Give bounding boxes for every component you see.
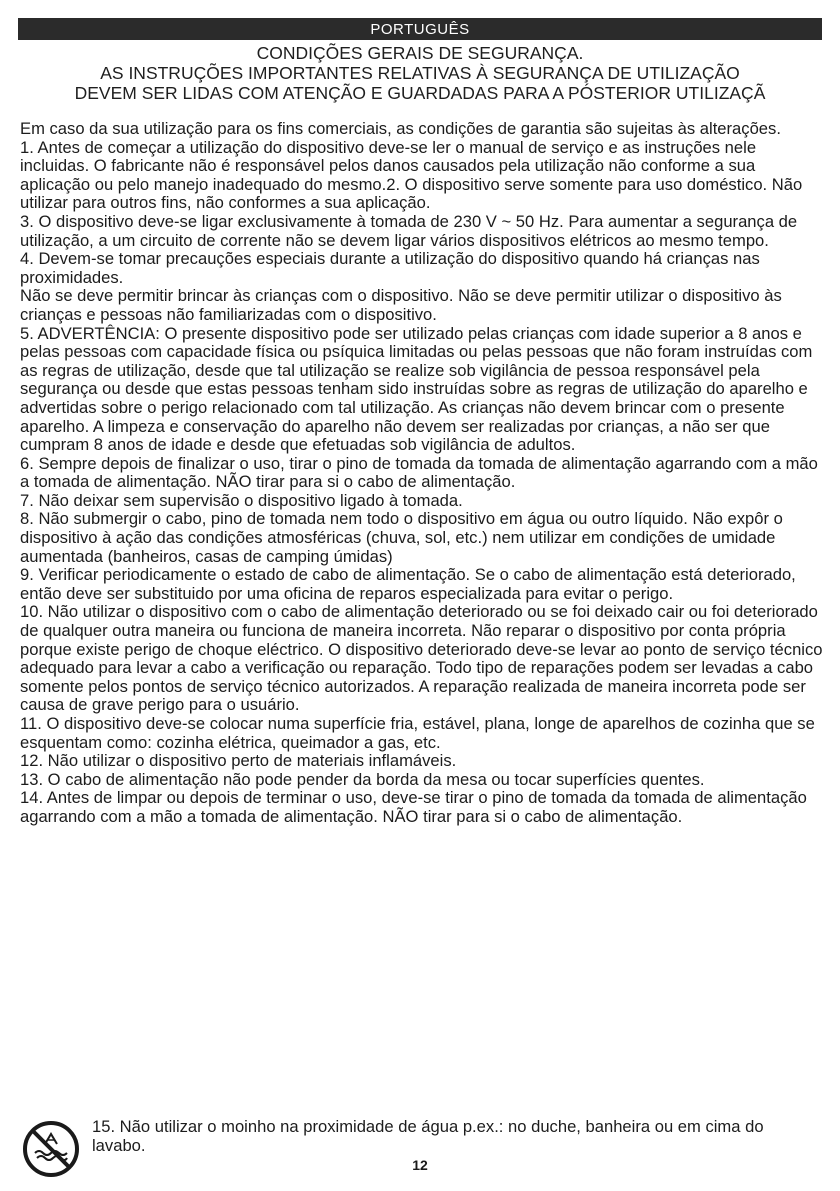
instruction-item-15: 15. Não utilizar o moinho na proximidade de água p.ex.: no duche, banheira ou em cima do lavabo. <box>92 1117 764 1155</box>
instruction-item: 7. Não deixar sem supervisão o dispositivo ligado à tomada. <box>20 490 463 510</box>
heading-line-1: CONDIÇÕES GERAIS DE SEGURANÇA. <box>256 43 584 63</box>
intro-paragraph: Em caso da sua utilização para os fins comerciais, as condições de garantia são sujeitas às alterações. <box>20 119 781 138</box>
language-label: PORTUGUÊS <box>370 20 470 38</box>
instruction-item: 12. Não utilizar o dispositivo perto de materiais inflamáveis. <box>20 751 457 771</box>
safety-headings <box>10 43 830 103</box>
instruction-item: 4. Devem-se tomar precauções especiais durante a utilização do dispositivo quando há crianças nas proximidades. <box>20 249 760 287</box>
heading-line-3: DEVEM SER LIDAS COM ATENÇÃO E GUARDADAS PARA A PÓSTERIOR UTILIZAÇÃ <box>74 83 766 103</box>
instruction-item: 14. Antes de limpar ou depois de terminar o uso, deve-se tirar o pino de tomada da tomada de alimentação agarrando com a mão a tomada de alimentação. NÃO tirar para si o cabo de alimentação. <box>20 788 807 826</box>
instruction-item: 1. Antes de começar a utilização do dispositivo deve-se ler o manual de serviço e as instruções nele incluidas. O fabricante não é responsável pelos danos causados pela utilização não conforme a sua aplicação ou pelo manejo inadequado do mesmo.2. O dispositivo serve somente para uso doméstico. Não utilizar para outros fins, não conformes a sua aplicação. <box>20 137 803 213</box>
heading-line-2: AS INSTRUÇÕES IMPORTANTES RELATIVAS À SEGURANÇA DE UTILIZAÇÃO <box>100 63 740 83</box>
safety-instructions <box>20 120 825 827</box>
page-number: 12 <box>412 1157 428 1173</box>
no-water-icon <box>21 1119 81 1179</box>
language-header-bar <box>18 18 822 40</box>
instruction-item: 6. Sempre depois de finalizar o uso, tirar o pino de tomada da tomada de alimentação agarrando com a mão a tomada de alimentação. NÃO tirar para si o cabo de alimentação. <box>20 453 818 492</box>
instruction-item: 8. Não submergir o cabo, pino de tomada nem todo o dispositivo em água ou outro líquido. Não expôr o dispositivo à ação das condições atmosféricas (chuva, sol, etc.) nem utilizar em condições de umidade aumentada (banheiros, casas de camping úmidas) <box>20 509 783 566</box>
instruction-item: 10. Não utilizar o dispositivo com o cabo de alimentação deteriorado ou se foi deixado cair ou foi deteriorado de qualquer outra maneira ou funciona de maneira incorreta. Não reparar o dispositivo por conta própria porque existe perigo de choque eléctrico. O dispositivo deteriorado deve-se levar ao ponto de serviço técnico adequado para levar a cabo a verificação ou reparação. Todo tipo de reparações podem ser levadas a cabo somente pelos pontos de serviço técnico autorizados. A reparação realizada de maneira incorreta pode ser causa de grave perigo para o usuário. <box>20 602 823 715</box>
instruction-item: 3. O dispositivo deve-se ligar exclusivamente à tomada de 230 V ~ 50 Hz. Para aumentar a segurança de utilização, a um circuito de corrente não se devem ligar vários dispositivos elétricos ao mesmo tempo. <box>20 211 798 250</box>
instruction-item: 9. Verificar periodicamente o estado de cabo de alimentação. Se o cabo de alimentação está deteriorado, então deve ser substituido por uma oficina de reparos especializada para evitar o perigo. <box>20 565 796 603</box>
instruction-item: 5. ADVERTÊNCIA: O presente dispositivo pode ser utilizado pelas crianças com idade superior a 8 anos e pelas pessoas com capacidade física ou psíquica limitadas ou pelas pessoas que não foram instruídas com as regras de utilização, desde que tal utilização se realize sob vigilância de pessoa responsável pela segurança ou desde que estas pessoas tenham sido instruídas sobre as regras de utilização do aparelho e advertidas sobre o perigo relacionado com tal utilização. As crianças não devem brincar com o presente aparelho. A limpeza e conservação do aparelho não devem ser realizadas por crianças, a não ser que cumpram 8 anos de idade e desde que efetuadas sob vigilância de adultos. <box>20 323 813 455</box>
instruction-item: Não se deve permitir brincar às crianças com o dispositivo. Não se deve permitir utilizar o dispositivo às crianças e pessoas não familiarizadas com o dispositivo. <box>20 286 782 324</box>
instruction-item: 13. O cabo de alimentação não pode pender da borda da mesa ou tocar superfícies quentes. <box>20 769 705 789</box>
instruction-item: 11. O dispositivo deve-se colocar numa superfície fria, estável, plana, longe de aparelhos de cozinha que se esquentam como: cozinha elétrica, queimador a gas, etc. <box>20 714 815 752</box>
